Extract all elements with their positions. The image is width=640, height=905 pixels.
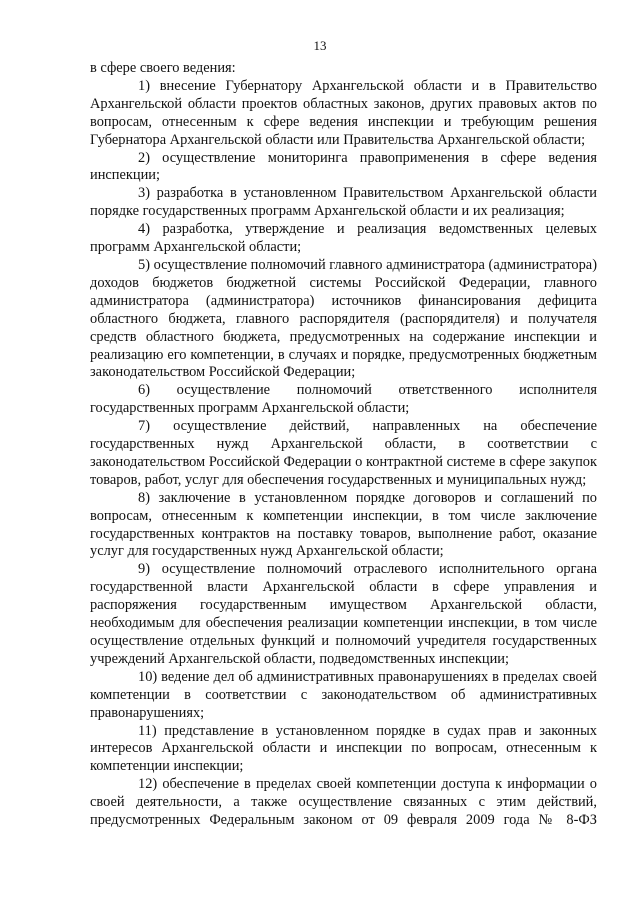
list-item-5: 5) осуществление полномочий главного администратора (администратора) доходов бюджетов бюджетной системы Российской Федерации, главного администратора (администратора) источников финансирования дефицита областного бюджета, главного распорядителя (распорядителя) и получателя средств областного бюджета, предусмотренных на содержание инспекции и реализацию его компетенции, в случаях и порядке, предусмотренных бюджетным законодательством Российской Федерации; [90,256,597,381]
list-item-2: 2) осуществление мониторинга правоприменения в сфере ведения инспекции; [90,149,597,184]
list-item-8: 8) заключение в установленном порядке договоров и соглашений по вопросам, отнесенным к компетенции инспекции, в том числе заключение государственных контрактов на поставку товаров, выполнение работ, оказание услуг для государственных нужд Архангельской области; [90,489,597,560]
list-item-11: 11) представление в установленном порядке в судах прав и законных интересов Архангельской области и инспекции по вопросам, отнесенным к компетенции инспекции; [90,722,597,775]
list-item-12: 12) обеспечение в пределах своей компетенции доступа к информации о своей деятельности, а также осуществление связанных с этим действий, предусмотренных Федеральным законом от 09 февраля 2009 года № 8-ФЗ [90,776,597,829]
page-number: 13 [313,38,327,53]
list-item-4: 4) разработка, утверждение и реализация ведомственных целевых программ Архангельской области; [90,221,597,256]
list-item-1: 1) внесение Губернатору Архангельской области и в Правительство Архангельской области проектов областных законов, других правовых актов по вопросам, отнесенным к сфере ведения инспекции и требующим решения Губернатора Архангельской области или Правительства Архангельской области; [90,77,597,148]
list-item-10: 10) ведение дел об административных правонарушениях в пределах своей компетенции в соответствии с законодательством об административных правонарушениях; [90,668,597,721]
paragraph-intro: в сфере своего ведения: [90,60,236,76]
list-item-3: 3) разработка в установленном Правительством Архангельской области порядке государственных программ Архангельской области и их реализация; [90,185,597,220]
list-item-7: 7) осуществление действий, направленных на обеспечение государственных нужд Архангельской области, в соответствии с законодательством Российской Федерации о контрактной системе в сфере закупок товаров, работ, услуг для обеспечения государственных и муниципальных нужд; [90,418,597,488]
list-item-6: 6) осуществление полномочий ответственного исполнителя государственных программ Архангельской области; [90,382,597,417]
list-item-9: 9) осуществление полномочий отраслевого исполнительного органа государственной власти Архангельской области в сфере управления и распоряжения государственным имуществом Архангельской области, необходимым для обеспечения реализации компетенции инспекции, в том числе осуществление отдельных функций и полномочий учредителя государственных учреждений Архангельской области, подведомственных инспекции; [90,561,597,667]
document-body [90,60,597,830]
